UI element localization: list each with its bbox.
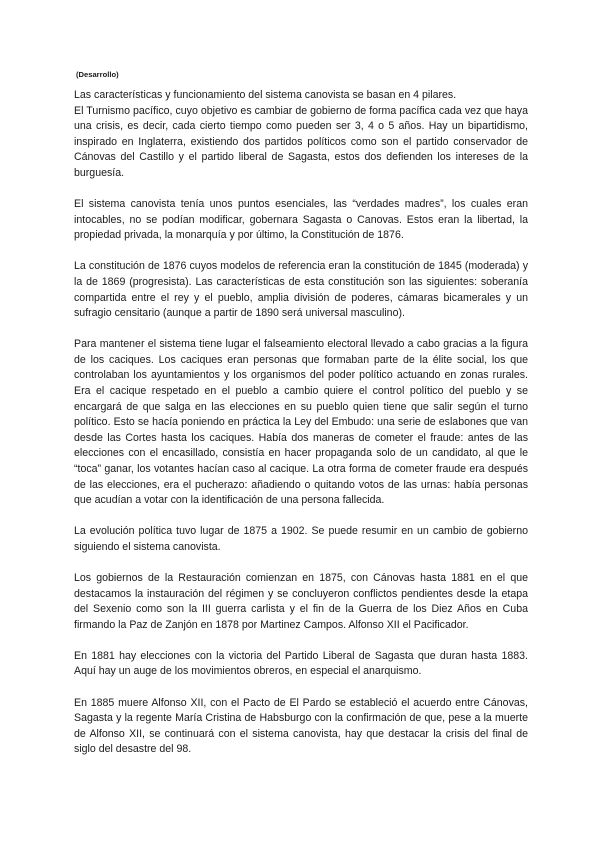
paragraph-line: La evolución política tuvo lugar de 1875 a 1902. Se puede resumir en un cambio de gobierno siguiendo el sistema canovista.: [74, 525, 528, 553]
paragraph-line: Para mantener el sistema tiene lugar el falseamiento electoral llevado a cabo gracias a la figura de los caciques. Los caciques eran personas que formaban parte de la élite social, los que controlaban los ayuntamientos y los organismos del poder político actuando en zonas rurales. Era el cacique respetado en el pueblo a cambio quiere el control político del pueblo y se encargará de que salga en las elecciones en su pueblo quien tiene que salir según el turno político. Esto se hacía poniendo en práctica la Ley del Embudo: una serie de eslabones que van desde las Cortes hasta los caciques. Había dos maneras de cometer el fraude: antes de las elecciones con el encasillado, consistía en hacer propaganda solo de un candidato, al que le “toca” ganar, los votantes hacían caso al cacique. La otra forma de cometer fraude era después de las elecciones, era el pucherazo: añadiendo o quitando votos de las urnas: había personas que acudían a votar con la identificación de una persona fallecida.: [74, 338, 528, 507]
paragraph-line: En 1885 muere Alfonso XII, con el Pacto de El Pardo se estableció el acuerdo entre Cánovas, Sagasta y la regente María Cristina de Habsburgo con la confirmación de que, pese a la muerte de Alfonso XII, se continuará con el sistema canovista, hay que destacar la crisis del final de siglo del desastre del 98.: [74, 696, 528, 756]
paragraph-line: El Turnismo pacífico, cuyo objetivo es cambiar de gobierno de forma pacífica cada vez que haya una crisis, es decir, cada cierto tiempo como pueden ser 3, 4 o 5 años. Hay un bipartidismo, inspirado en Inglaterra, existiendo dos partidos políticos como son el partido conservador de Cánovas del Castillo y el partido liberal de Sagasta, estos dos defienden los intereses de la burguesía.: [74, 104, 528, 179]
paragraph-line: El sistema canovista tenía unos puntos esenciales, las “verdades madres”, los cuales eran intocables, no se podían modificar, gobernara Sagasta o Canovas. Estos eran la libertad, la propiedad privada, la monarquía y por último, la Constitución de 1876.: [74, 198, 528, 242]
paragraph-1881: [74, 649, 528, 680]
paragraph-evolucion: [74, 524, 528, 555]
paragraph-1885: [74, 696, 528, 758]
paragraph-constitucion: [74, 259, 528, 321]
paragraph-line: En 1881 hay elecciones con la victoria del Partido Liberal de Sagasta que duran hasta 1883. Aquí hay un auge de los movimientos obreros, en especial el anarquismo.: [74, 649, 528, 678]
section-tag: (Desarrollo): [76, 70, 119, 79]
document-page: [74, 70, 528, 773]
paragraph-line: Las características y funcionamiento del sistema canovista se basan en 4 pilares.: [74, 89, 457, 101]
paragraph-line: La constitución de 1876 cuyos modelos de referencia eran la constitución de 1845 (moderada) y la de 1869 (progresista). Las características de esta constitución son las siguientes: soberanía compartida entre el rey y el pueblo, amplia división de poderes, cámaras bicamerales y un sufragio censitario (aunque a partir de 1890 será universal masculino).: [74, 260, 528, 320]
paragraph-pilares: [74, 88, 528, 182]
paragraph-line: Los gobiernos de la Restauración comienzan en 1875, con Cánovas hasta 1881 en el que destacamos la instauración del régimen y se concluyeron conflictos pendientes desde la etapa del Sexenio como son la III guerra carlista y el fin de la Guerra de los Diez Años en Cuba firmando la Paz de Zanjón en 1878 por Martinez Campos. Alfonso XII el Pacificador.: [74, 571, 528, 631]
paragraph-caciquismo: [74, 337, 528, 509]
paragraph-restauracion: [74, 571, 528, 633]
paragraph-verdades-madres: [74, 197, 528, 244]
